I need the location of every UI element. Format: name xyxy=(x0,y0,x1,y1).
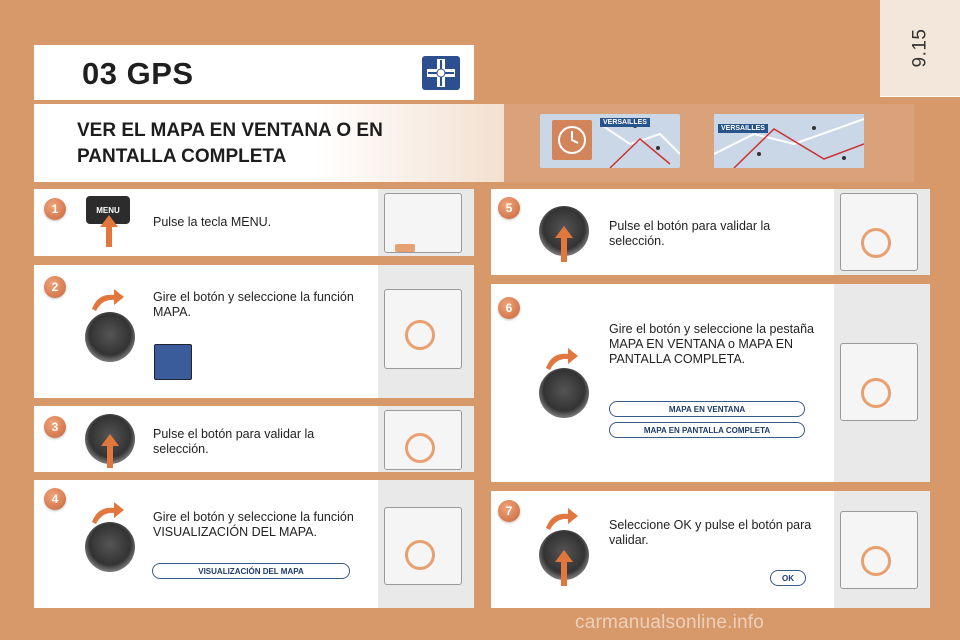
step-badge: 3 xyxy=(44,416,66,438)
control-knob-icon xyxy=(539,368,589,418)
step-4-text: Gire el botón y seleccione la función VISUALIZACIÓN DEL MAPA. xyxy=(153,510,354,539)
control-knob-icon xyxy=(85,312,135,362)
section-title: 03 GPS xyxy=(82,56,194,91)
radio-console xyxy=(384,410,462,470)
menu-key-highlight xyxy=(395,244,415,252)
map-function-icon xyxy=(154,344,192,380)
clock-icon xyxy=(552,120,592,160)
step-5-text: Pulse el botón para validar la selección. xyxy=(609,219,771,248)
press-arrow-icon xyxy=(555,226,573,262)
menu-key-icon: MENU xyxy=(86,196,130,224)
knob-highlight xyxy=(861,546,891,576)
radio-console xyxy=(840,193,918,271)
page-number-text: 9.15 xyxy=(908,28,930,68)
step-badge: 6 xyxy=(498,297,520,319)
rotate-arrow-icon xyxy=(90,500,124,524)
option-mapa-en-pantalla-completa: MAPA EN PANTALLA COMPLETA xyxy=(609,422,805,438)
control-knob-icon xyxy=(85,522,135,572)
step-badge: 1 xyxy=(44,198,66,220)
subtitle: VER EL MAPA EN VENTANA O EN PANTALLA COMPLETA xyxy=(77,120,383,167)
step-3-text: Pulse el botón para validar la selección. xyxy=(153,427,315,456)
press-arrow-icon xyxy=(101,434,119,468)
knob-highlight xyxy=(861,228,891,258)
step-7-text: Seleccione OK y pulse el botón para validar. xyxy=(609,518,812,547)
knob-highlight xyxy=(405,433,435,463)
press-arrow-icon xyxy=(100,215,118,247)
page-number xyxy=(880,8,960,88)
watermark: carmanualsonline.info xyxy=(575,612,765,633)
knob-highlight xyxy=(861,378,891,408)
radio-console xyxy=(384,507,462,585)
step-badge: 7 xyxy=(498,500,520,522)
step-6-text: Gire el botón y seleccione la pestaña MAPA EN VENTANA o MAPA EN PANTALLA COMPLETA. xyxy=(609,322,814,366)
gps-crossroads-icon xyxy=(422,56,460,90)
radio-console xyxy=(840,511,918,589)
knob-highlight xyxy=(405,540,435,570)
map-place-label: VERSAILLES xyxy=(718,124,768,133)
rotate-arrow-icon xyxy=(544,506,578,530)
window-map-thumbnail xyxy=(540,114,680,168)
step-1-text: Pulse la tecla MENU. xyxy=(153,215,272,229)
rotate-arrow-icon xyxy=(90,287,124,311)
radio-console xyxy=(840,343,918,421)
map-place-label: VERSAILLES xyxy=(600,118,650,127)
step-badge: 4 xyxy=(44,488,66,510)
press-arrow-icon xyxy=(555,550,573,586)
radio-console xyxy=(384,193,462,253)
strip-divider xyxy=(880,96,960,97)
knob-highlight xyxy=(405,320,435,350)
fullscreen-map-thumbnail xyxy=(714,114,864,168)
radio-console xyxy=(384,289,462,369)
option-mapa-en-ventana: MAPA EN VENTANA xyxy=(609,401,805,417)
step-badge: 5 xyxy=(498,197,520,219)
option-ok: OK xyxy=(770,570,806,586)
step-badge: 2 xyxy=(44,276,66,298)
step-2-text: Gire el botón y seleccione la función MAPA. xyxy=(153,290,354,319)
rotate-arrow-icon xyxy=(544,346,578,370)
option-visualizacion-del-mapa: VISUALIZACIÓN DEL MAPA xyxy=(152,563,350,579)
